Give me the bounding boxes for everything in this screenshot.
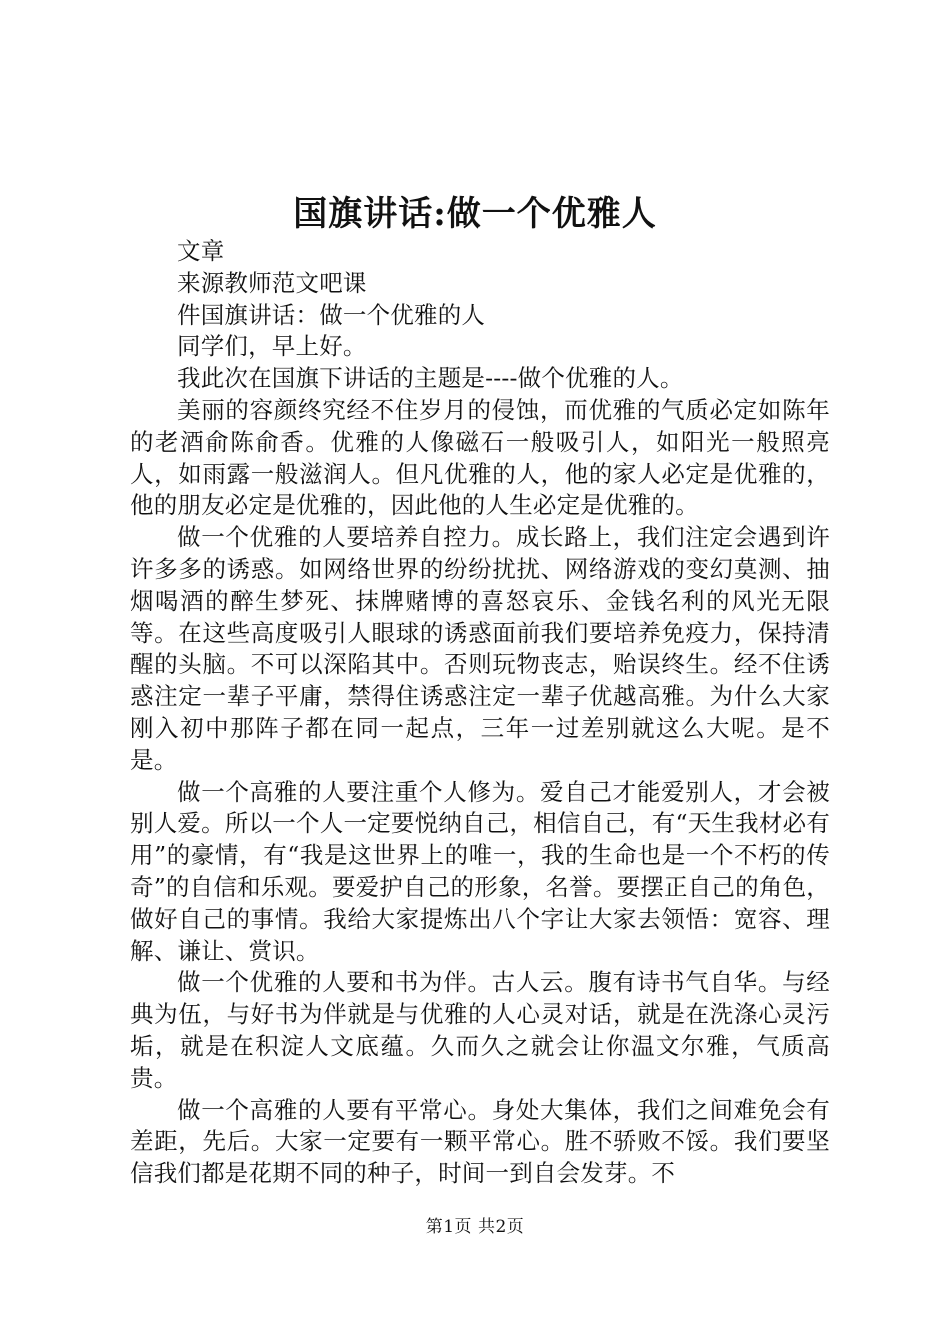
- paragraph: 做一个高雅的人要注重个人修为。爱自己才能爱别人，才会被别人爱。所以一个人一定要悦纳自己，相信自己，有“天生我材必有用”的豪情，有“我是这世界上的唯一，我的生命也是一个不朽的传奇”的自信和乐观。要爱护自己的形象，名誉。要摆正自己的角色，做好自己的事情。我给大家提炼出八个字让大家去领悟：宽容、理解、谦让、赏识。: [130, 777, 830, 965]
- paragraph: 做一个优雅的人要培养自控力。成长路上，我们注定会遇到许许多多的诱惑。如网络世界的纷纷扰扰、网络游戏的变幻莫测、抽烟喝酒的醉生梦死、抹牌赌博的喜怒哀乐、金钱名利的风光无限等。在这些高度吸引人眼球的诱惑面前我们要培养免疫力，保持清醒的头脑。不可以深陷其中。否则玩物丧志，贻误终生。经不住诱惑注定一辈子平庸，禁得住诱惑注定一辈子优越高雅。为什么大家刚入初中那阵子都在同一起点，三年一过差别就这么大呢。是不是。: [130, 523, 830, 774]
- paragraph: 文章: [177, 237, 225, 265]
- paragraph: 来源教师范文吧课: [177, 268, 367, 297]
- paragraph: 美丽的容颜终究经不住岁月的侵蚀，而优雅的气质必定如陈年的老酒俞陈俞香。优雅的人像磁石一般吸引人，如阳光一般照亮人，如雨露一般滋润人。但凡优雅的人，他的家人必定是优雅的，他的朋友必定是优雅的，因此他的人生必定是优雅的。: [130, 395, 830, 520]
- document-title: 国旗讲话:做一个优雅人: [293, 194, 657, 234]
- paragraph: 做一个优雅的人要和书为伴。古人云。腹有诗书气自华。与经典为伍，与好书为伴就是与优雅的人心灵对话，就是在洗涤心灵污垢，就是在积淀人文底蕴。久而久之就会让你温文尔雅，气质高贵。: [130, 968, 830, 1092]
- page-number-footer: 第1页 共2页: [425, 1217, 525, 1237]
- document-body: [130, 236, 830, 1190]
- paragraph: 件国旗讲话：做一个优雅的人: [177, 300, 486, 329]
- paragraph: 我此次在国旗下讲话的主题是----做个优雅的人。: [177, 364, 684, 393]
- paragraph: 做一个高雅的人要有平常心。身处大集体，我们之间难免会有差距，先后。大家一定要有一颗平常心。胜不骄败不馁。我们要坚信我们都是花期不同的种子，时间一到自会发芽。不: [130, 1095, 830, 1188]
- paragraph: 同学们，早上好。: [177, 332, 367, 361]
